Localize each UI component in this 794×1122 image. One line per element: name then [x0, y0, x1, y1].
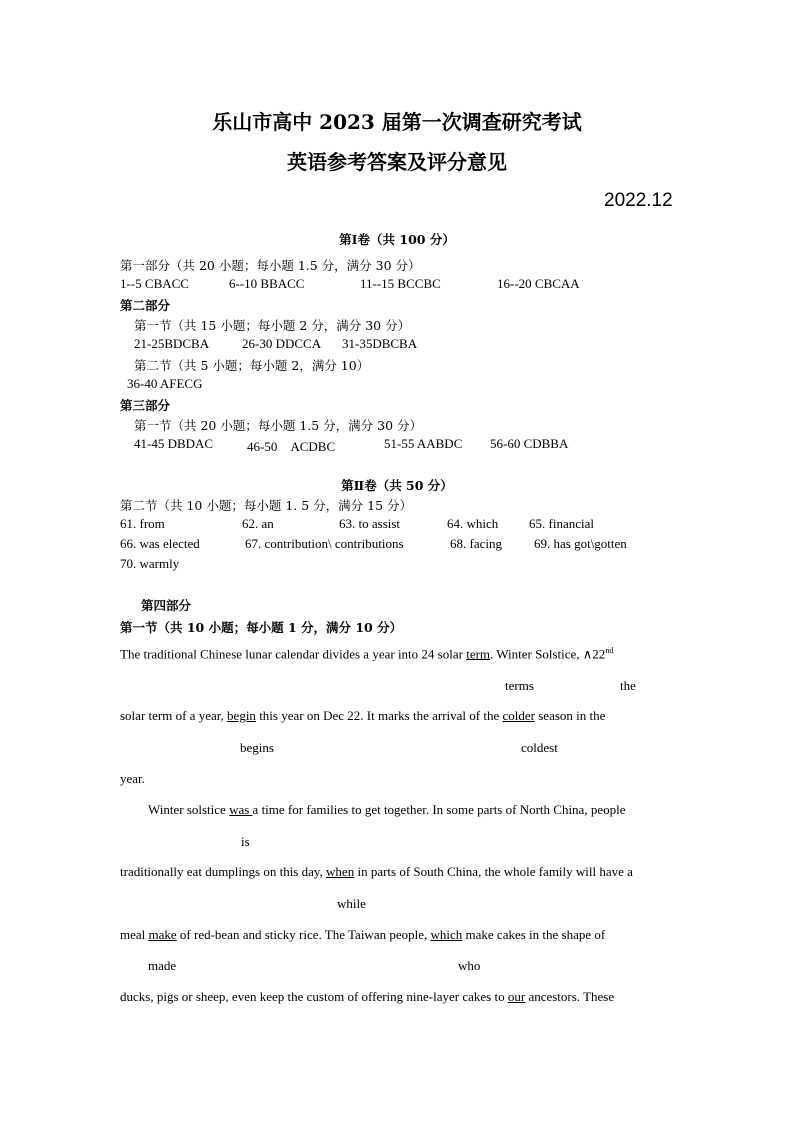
passage-line: meal make of red-bean and sticky rice. The Taiwan people, which make cakes in the shape of [120, 927, 606, 942]
volume1-heading: 第Ⅰ卷（共 100 分） [339, 232, 455, 247]
answer-group: 21-25BDCBA [134, 336, 210, 351]
answer-group: 51-55 AABDC [384, 436, 463, 451]
error-word: colder [502, 708, 535, 723]
part3-section1-heading: 第一节（共 20 小题；每小题 1.5 分，满分 30 分） [134, 418, 423, 433]
error-word: begin [227, 708, 256, 723]
answer-item: 70. warmly [120, 556, 180, 571]
part2-section2-heading: 第二节（共 5 小题；每小题 2，满分 10） [134, 358, 370, 373]
answer-item: 69. has got\gotten [534, 536, 627, 551]
date: 2022.12 [604, 190, 673, 211]
error-word: which [430, 927, 463, 942]
answer-item: 62. an [242, 516, 274, 531]
part3-heading: 第三部分 [120, 398, 171, 413]
error-word: make [148, 927, 177, 942]
passage-line: ducks, pigs or sheep, even keep the custom of offering nine-layer cakes to our ancestors. These [120, 989, 615, 1004]
answer-group: 56-60 CDBBA [490, 436, 569, 451]
answer-group: 26-30 DDCCA [242, 336, 322, 351]
answer-group: 1--5 CBACC [120, 276, 189, 291]
answer-group: 41-45 DBDAC [134, 436, 214, 451]
passage-line: Winter solstice was a time for families to get together. In some parts of North China, people [148, 802, 626, 817]
passage-line: solar term of a year, begin this year on Dec 22. It marks the arrival of the colder season in the [120, 708, 606, 723]
answer-item: 68. facing [450, 536, 502, 551]
part1-heading: 第一部分（共 20 小题；每小题 1.5 分，满分 30 分） [120, 258, 421, 273]
error-word: our [507, 989, 526, 1004]
part2-heading: 第二部分 [120, 298, 171, 313]
correction: begins [240, 740, 274, 755]
answer-item: 61. from [120, 516, 165, 531]
answer-item: 65. financial [529, 516, 594, 531]
answer-group: 36-40 AFECG [127, 376, 203, 391]
correction: coldest [521, 740, 558, 755]
correction: terms [505, 678, 534, 693]
part4-section1-heading: 第一节（共 10 小题；每小题 1 分，满分 10 分） [120, 620, 403, 635]
answer-item: 66. was elected [120, 536, 200, 551]
answer-group: 31-35DBCBA [342, 336, 418, 351]
answer-group: 46-50 ACDBC [247, 439, 336, 454]
correction: made [148, 958, 177, 973]
correction: while [337, 896, 366, 911]
error-word: when [326, 864, 355, 879]
answer-item: 67. contribution\ contributions [245, 536, 404, 551]
passage-line: traditionally eat dumplings on this day, when in parts of South China, the whole family will have a [120, 864, 633, 879]
volume2-section2-heading: 第二节（共 10 小题；每小题 1. 5 分，满分 15 分） [120, 498, 413, 513]
passage-line: year. [120, 771, 145, 786]
answer-item: 63. to assist [339, 516, 401, 531]
correction: is [241, 834, 250, 849]
correction: who [458, 958, 481, 973]
answer-item: 64. which [447, 516, 499, 531]
volume2-heading: 第Ⅱ卷（共 50 分） [341, 478, 453, 493]
error-word: was [229, 802, 253, 817]
part2-section1-heading: 第一节（共 15 小题；每小题 2 分，满分 30 分） [134, 318, 411, 333]
passage-line: The traditional Chinese lunar calendar divides a year into 24 solar term. Winter Solstice, ∧22nd [120, 646, 614, 662]
page-title: 乐山市高中 2023 届第一次调查研究考试 [212, 110, 582, 134]
correction: the [620, 678, 636, 693]
answer-group: 16--20 CBCAA [497, 276, 580, 291]
page-subtitle: 英语参考答案及评分意见 [287, 150, 507, 174]
answer-group: 11--15 BCCBC [360, 276, 441, 291]
part4-heading: 第四部分 [141, 598, 192, 613]
error-word: term [466, 646, 491, 662]
answer-group: 6--10 BBACC [229, 276, 305, 291]
